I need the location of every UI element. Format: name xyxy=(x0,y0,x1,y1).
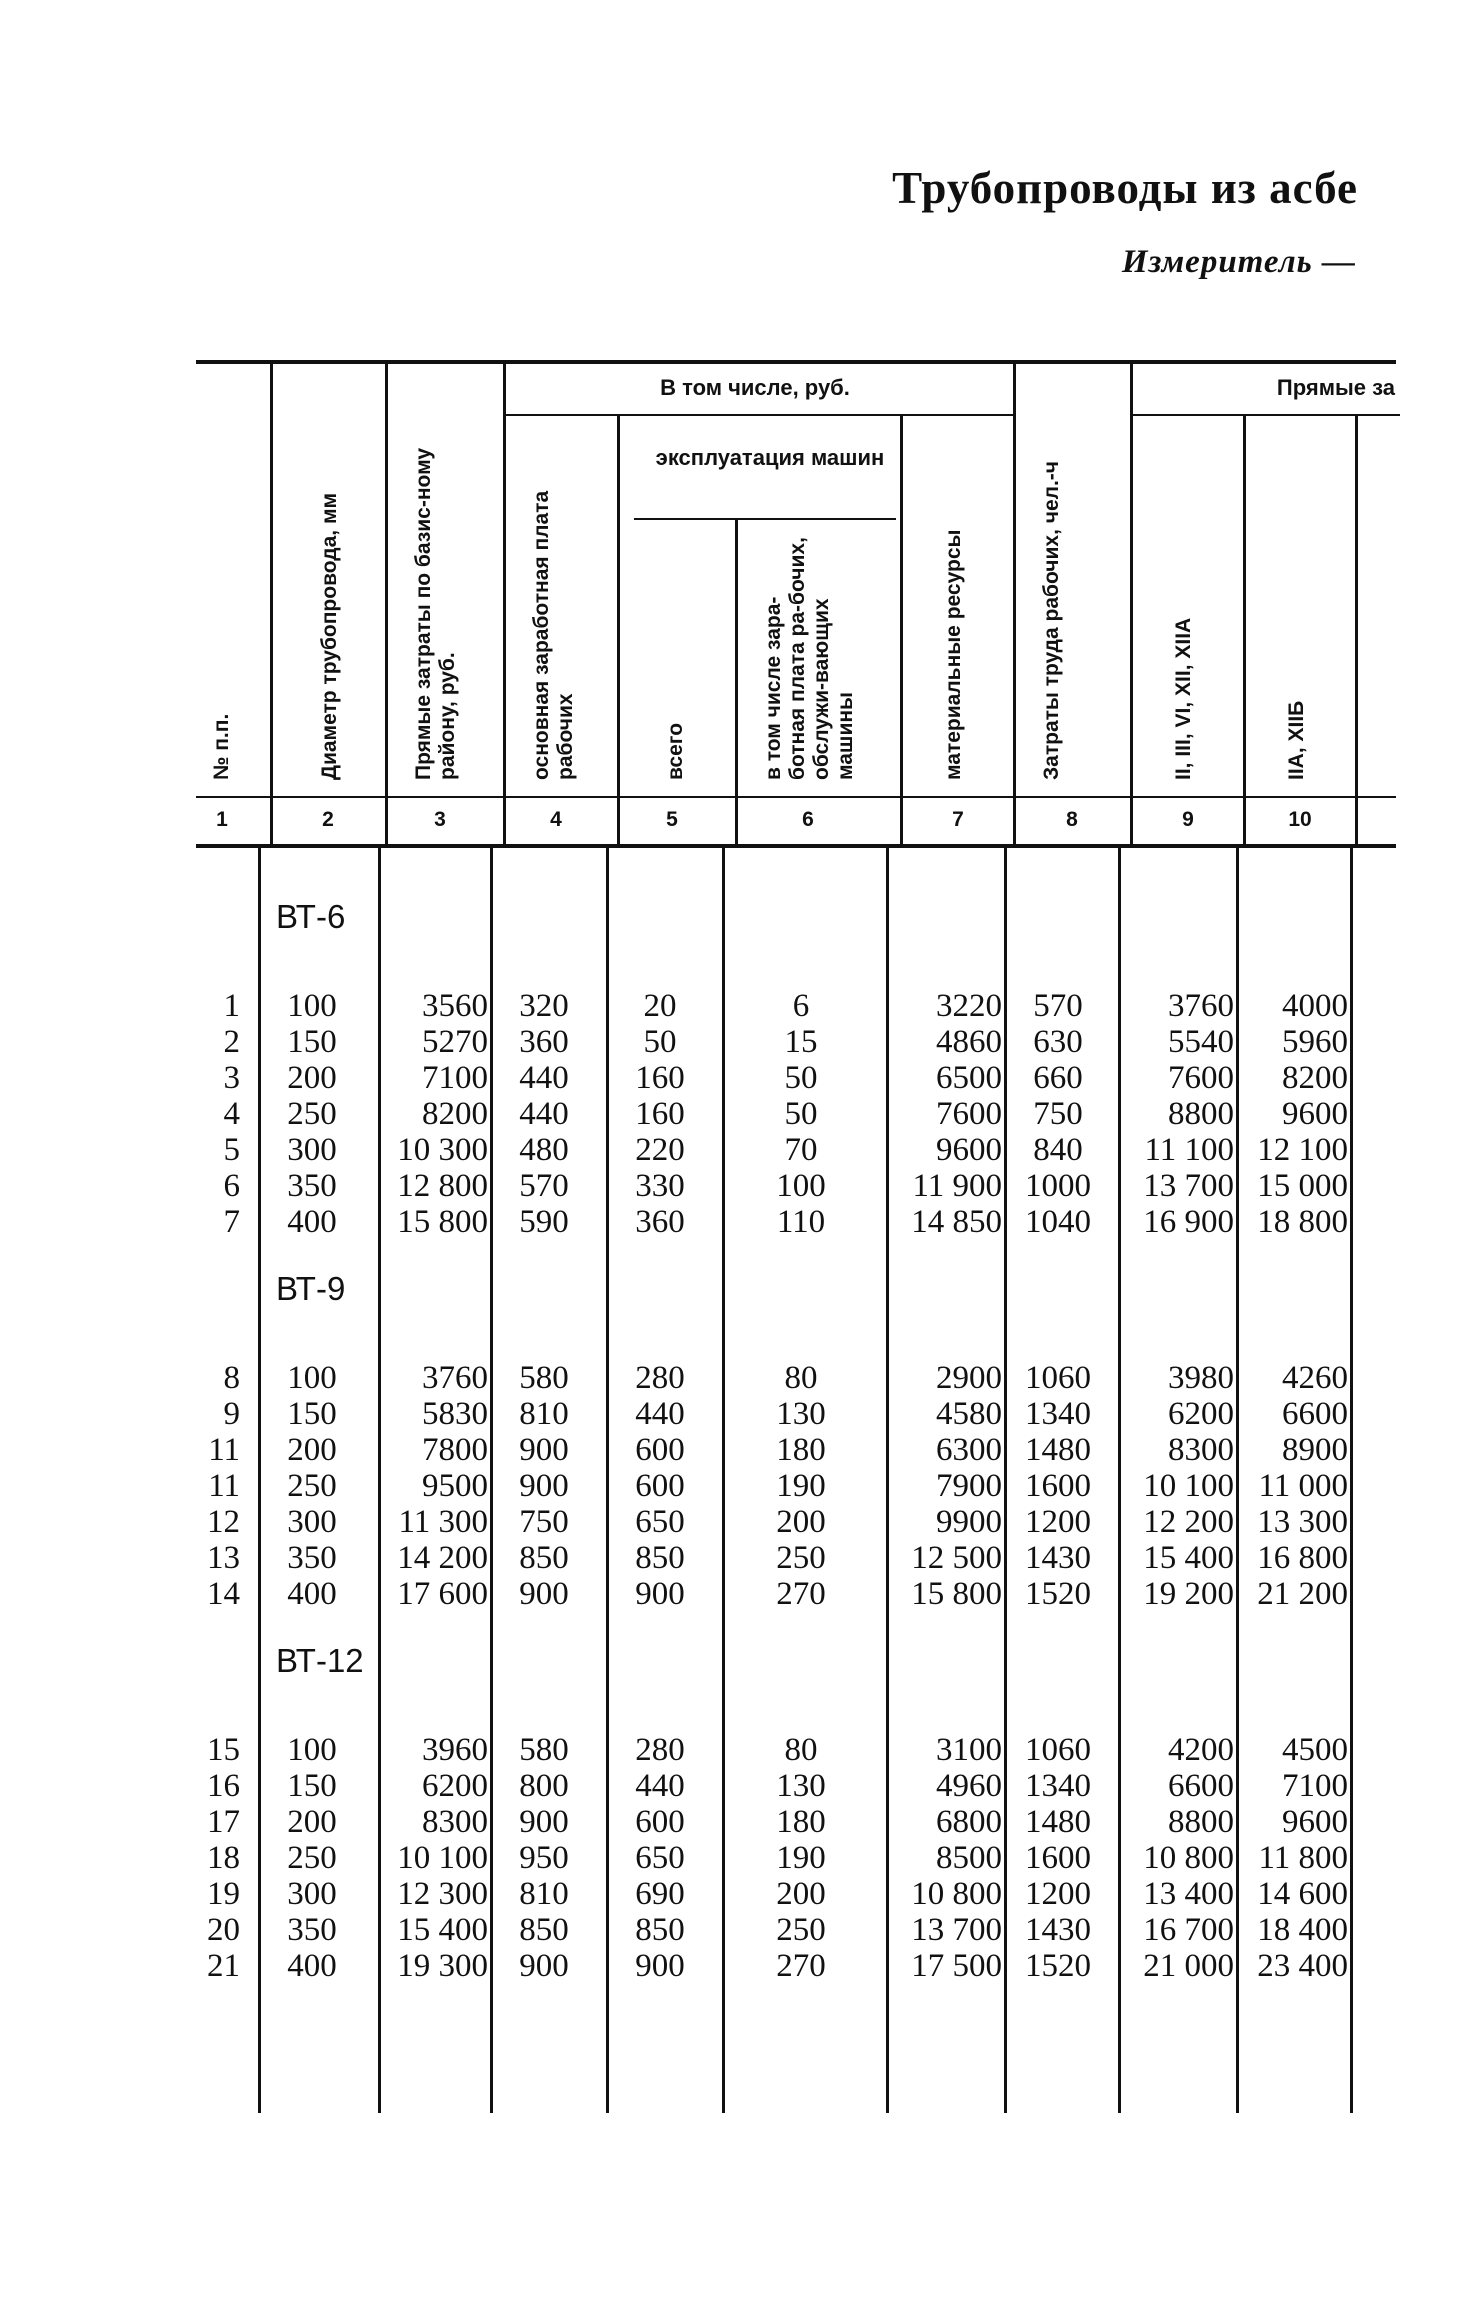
table-cell: 4960 xyxy=(936,1768,1002,1804)
table-cell: 650 xyxy=(635,1840,685,1876)
table-top-rule xyxy=(196,360,1396,364)
table-cell: 350 xyxy=(287,1912,337,1948)
table-cell: 15 800 xyxy=(397,1204,488,1240)
table-cell: 6800 xyxy=(936,1804,1002,1840)
row-number: 3 xyxy=(223,1060,240,1096)
row-number: 2 xyxy=(223,1024,240,1060)
table-cell: 400 xyxy=(287,1204,337,1240)
table-cell: 16 700 xyxy=(1143,1912,1234,1948)
table-cell: 7800 xyxy=(422,1432,488,1468)
header-vline xyxy=(900,416,903,848)
header-col-10: IIA, XIIБ xyxy=(1285,700,1308,780)
table-cell: 10 100 xyxy=(1143,1468,1234,1504)
table-cell: 750 xyxy=(519,1504,569,1540)
table-cell: 9600 xyxy=(936,1132,1002,1168)
row-number: 7 xyxy=(223,1204,240,1240)
table-cell: 840 xyxy=(1033,1132,1083,1168)
table-cell: 16 900 xyxy=(1143,1204,1234,1240)
table-cell: 660 xyxy=(1033,1060,1083,1096)
table-cell: 14 850 xyxy=(911,1204,1002,1240)
table-cell: 7100 xyxy=(422,1060,488,1096)
table-cell: 750 xyxy=(1033,1096,1083,1132)
table-cell: 150 xyxy=(287,1024,337,1060)
table-cell: 900 xyxy=(519,1804,569,1840)
table-cell: 15 800 xyxy=(911,1576,1002,1612)
table-cell: 23 400 xyxy=(1257,1948,1348,1984)
table-cell: 8800 xyxy=(1168,1096,1234,1132)
row-number: 8 xyxy=(223,1360,240,1396)
table-cell: 580 xyxy=(519,1360,569,1396)
table-cell: 570 xyxy=(1033,988,1083,1024)
table-cell: 300 xyxy=(287,1876,337,1912)
table-cell: 1200 xyxy=(1025,1504,1091,1540)
column-number: 6 xyxy=(802,808,814,831)
table-cell: 590 xyxy=(519,1204,569,1240)
page-title: Трубопроводы из асбе xyxy=(892,163,1358,213)
table-cell: 5270 xyxy=(422,1024,488,1060)
table-cell: 100 xyxy=(287,1360,337,1396)
table-cell: 600 xyxy=(635,1804,685,1840)
table-cell: 1430 xyxy=(1025,1540,1091,1576)
table-cell: 570 xyxy=(519,1168,569,1204)
group-label: ВТ-6 xyxy=(276,898,346,935)
table-cell: 12 300 xyxy=(397,1876,488,1912)
header-vline xyxy=(503,364,506,848)
table-cell: 12 500 xyxy=(911,1540,1002,1576)
table-cell: 21 000 xyxy=(1143,1948,1234,1984)
table-cell: 18 400 xyxy=(1257,1912,1348,1948)
table-cell: 70 xyxy=(784,1132,818,1168)
table-cell: 810 xyxy=(519,1396,569,1432)
body-vline xyxy=(1236,848,1239,2113)
header-col-3: Прямые затраты по базис-ному району, руб. xyxy=(412,447,459,780)
table-cell: 300 xyxy=(287,1132,337,1168)
column-number: 1 xyxy=(216,808,228,831)
table-cell: 3560 xyxy=(422,988,488,1024)
table-cell: 6 xyxy=(792,988,810,1024)
row-number: 13 xyxy=(207,1540,240,1576)
table-cell: 7600 xyxy=(936,1096,1002,1132)
table-cell: 50 xyxy=(643,1024,677,1060)
table-cell: 900 xyxy=(635,1948,685,1984)
row-number: 4 xyxy=(223,1096,240,1132)
table-cell: 1600 xyxy=(1025,1468,1091,1504)
table-cell: 6200 xyxy=(1168,1396,1234,1432)
table-cell: 360 xyxy=(519,1024,569,1060)
column-number: 2 xyxy=(322,808,334,831)
colnum-bottom-rule xyxy=(196,844,1396,848)
table-cell: 200 xyxy=(287,1432,337,1468)
table-cell: 280 xyxy=(635,1732,685,1768)
table-cell: 950 xyxy=(519,1840,569,1876)
table-cell: 80 xyxy=(784,1360,818,1396)
header-vline xyxy=(270,364,273,848)
column-number: 5 xyxy=(666,808,678,831)
table-cell: 1480 xyxy=(1025,1432,1091,1468)
table-cell: 1430 xyxy=(1025,1912,1091,1948)
table-cell: 17 500 xyxy=(911,1948,1002,1984)
table-cell: 6200 xyxy=(422,1768,488,1804)
table-cell: 4000 xyxy=(1282,988,1348,1024)
body-vline xyxy=(606,848,609,2113)
table-cell: 440 xyxy=(635,1396,685,1432)
header-vline xyxy=(1243,416,1246,848)
table-cell: 6600 xyxy=(1168,1768,1234,1804)
table-cell: 10 100 xyxy=(397,1840,488,1876)
row-number: 17 xyxy=(207,1804,240,1840)
table-cell: 19 200 xyxy=(1143,1576,1234,1612)
table-cell: 360 xyxy=(635,1204,685,1240)
table-cell: 400 xyxy=(287,1576,337,1612)
row-number: 16 xyxy=(207,1768,240,1804)
table-cell: 190 xyxy=(776,1468,826,1504)
table-cell: 1340 xyxy=(1025,1396,1091,1432)
table-cell: 20 xyxy=(643,988,677,1024)
table-cell: 100 xyxy=(287,988,337,1024)
table-cell: 10 800 xyxy=(911,1876,1002,1912)
table-cell: 4580 xyxy=(936,1396,1002,1432)
column-number: 3 xyxy=(434,808,446,831)
table-cell: 150 xyxy=(287,1768,337,1804)
table-cell: 15 xyxy=(784,1024,818,1060)
table-cell: 130 xyxy=(776,1396,826,1432)
table-cell: 900 xyxy=(519,1468,569,1504)
row-number: 21 xyxy=(207,1948,240,1984)
table-cell: 600 xyxy=(635,1432,685,1468)
table-cell: 200 xyxy=(776,1876,826,1912)
header-col-4: основная заработная плата рабочих xyxy=(530,490,577,780)
table-cell: 850 xyxy=(519,1540,569,1576)
table-cell: 1520 xyxy=(1025,1576,1091,1612)
header-vline xyxy=(1355,416,1358,848)
row-number: 15 xyxy=(207,1732,240,1768)
table-cell: 900 xyxy=(519,1948,569,1984)
table-cell: 13 700 xyxy=(911,1912,1002,1948)
table-cell: 1040 xyxy=(1025,1204,1091,1240)
table-cell: 13 300 xyxy=(1257,1504,1348,1540)
table-cell: 250 xyxy=(287,1468,337,1504)
table-cell: 11 900 xyxy=(912,1168,1002,1204)
table-cell: 14 200 xyxy=(397,1540,488,1576)
row-number: 19 xyxy=(207,1876,240,1912)
row-number: 18 xyxy=(207,1840,240,1876)
table-cell: 3760 xyxy=(422,1360,488,1396)
table-cell: 11 300 xyxy=(398,1504,488,1540)
table-cell: 200 xyxy=(287,1804,337,1840)
table-cell: 9600 xyxy=(1282,1804,1348,1840)
table-cell: 12 100 xyxy=(1257,1132,1348,1168)
row-number: 11 xyxy=(208,1432,240,1468)
table-cell: 200 xyxy=(776,1504,826,1540)
table-cell: 690 xyxy=(635,1876,685,1912)
table-cell: 5540 xyxy=(1168,1024,1234,1060)
table-cell: 15 400 xyxy=(1143,1540,1234,1576)
table-cell: 850 xyxy=(635,1912,685,1948)
table-cell: 350 xyxy=(287,1168,337,1204)
table-cell: 11 100 xyxy=(1144,1132,1234,1168)
table-cell: 900 xyxy=(635,1576,685,1612)
header-col-6: в том числе зара-ботная плата ра-бочих, обслужи-вающих машины xyxy=(762,537,857,780)
table-cell: 9500 xyxy=(422,1468,488,1504)
table-cell: 280 xyxy=(635,1360,685,1396)
table-cell: 10 800 xyxy=(1143,1840,1234,1876)
table-cell: 11 000 xyxy=(1258,1468,1348,1504)
table-cell: 3220 xyxy=(936,988,1002,1024)
table-cell: 250 xyxy=(287,1096,337,1132)
body-vline xyxy=(490,848,493,2113)
table-cell: 1000 xyxy=(1025,1168,1091,1204)
table-cell: 600 xyxy=(635,1468,685,1504)
table-cell: 150 xyxy=(287,1396,337,1432)
table-cell: 3980 xyxy=(1168,1360,1234,1396)
body-vline xyxy=(258,848,261,2113)
table-cell: 200 xyxy=(287,1060,337,1096)
header-col-8: Затраты труда рабочих, чел.-ч xyxy=(1040,461,1063,780)
table-cell: 9900 xyxy=(936,1504,1002,1540)
table-cell: 320 xyxy=(519,988,569,1024)
table-cell: 50 xyxy=(784,1096,818,1132)
table-cell: 80 xyxy=(784,1732,818,1768)
table-cell: 810 xyxy=(519,1876,569,1912)
table-cell: 8300 xyxy=(422,1804,488,1840)
table-cell: 850 xyxy=(635,1540,685,1576)
header-group-in-total: В том числе, руб. xyxy=(660,375,850,400)
table-cell: 8300 xyxy=(1168,1432,1234,1468)
table-cell: 9600 xyxy=(1282,1096,1348,1132)
table-cell: 6300 xyxy=(936,1432,1002,1468)
table-cell: 330 xyxy=(635,1168,685,1204)
column-number: 10 xyxy=(1288,808,1312,831)
table-cell: 5960 xyxy=(1282,1024,1348,1060)
header-vline xyxy=(617,416,620,848)
header-group-machines: эксплуатация машин xyxy=(655,445,885,470)
table-cell: 11 800 xyxy=(1258,1840,1348,1876)
table-cell: 12 200 xyxy=(1143,1504,1234,1540)
table-cell: 15 400 xyxy=(397,1912,488,1948)
row-number: 6 xyxy=(223,1168,240,1204)
body-vline xyxy=(1118,848,1121,2113)
table-cell: 13 400 xyxy=(1143,1876,1234,1912)
table-cell: 4860 xyxy=(936,1024,1002,1060)
table-cell: 440 xyxy=(519,1096,569,1132)
table-cell: 220 xyxy=(635,1132,685,1168)
table-cell: 8900 xyxy=(1282,1432,1348,1468)
table-cell: 7600 xyxy=(1168,1060,1234,1096)
table-cell: 160 xyxy=(635,1060,685,1096)
table-cell: 4500 xyxy=(1282,1732,1348,1768)
body-vline xyxy=(1004,848,1007,2113)
table-cell: 580 xyxy=(519,1732,569,1768)
table-cell: 1060 xyxy=(1025,1732,1091,1768)
column-number: 8 xyxy=(1066,808,1078,831)
table-cell: 21 200 xyxy=(1257,1576,1348,1612)
header-col-2: Диаметр трубопровода, мм xyxy=(318,492,341,780)
table-cell: 900 xyxy=(519,1432,569,1468)
table-cell: 160 xyxy=(635,1096,685,1132)
table-cell: 3760 xyxy=(1168,988,1234,1024)
table-cell: 6600 xyxy=(1282,1396,1348,1432)
table-cell: 8200 xyxy=(1282,1060,1348,1096)
header-vline xyxy=(1130,364,1133,848)
table-cell: 10 300 xyxy=(397,1132,488,1168)
group-top-rule xyxy=(503,414,1013,416)
table-cell: 850 xyxy=(519,1912,569,1948)
header-vline xyxy=(1013,364,1016,848)
table-cell: 440 xyxy=(635,1768,685,1804)
table-cell: 400 xyxy=(287,1948,337,1984)
group-label: ВТ-12 xyxy=(276,1642,364,1679)
row-number: 9 xyxy=(223,1396,240,1432)
table-cell: 18 800 xyxy=(1257,1204,1348,1240)
table-cell: 110 xyxy=(776,1204,826,1240)
table-cell: 3960 xyxy=(422,1732,488,1768)
header-group-direct-costs: Прямые за xyxy=(1276,375,1395,400)
table-cell: 250 xyxy=(287,1840,337,1876)
header-col-1: № п.п. xyxy=(210,713,233,780)
table-cell: 19 300 xyxy=(397,1948,488,1984)
column-number: 7 xyxy=(952,808,964,831)
header-vline xyxy=(385,364,388,848)
table-cell: 190 xyxy=(776,1840,826,1876)
table-cell: 250 xyxy=(776,1540,826,1576)
table-cell: 1480 xyxy=(1025,1804,1091,1840)
header-col-5: всего xyxy=(664,722,687,780)
table-cell: 250 xyxy=(776,1912,826,1948)
table-cell: 7100 xyxy=(1282,1768,1348,1804)
table-cell: 100 xyxy=(776,1168,826,1204)
table-cell: 8800 xyxy=(1168,1804,1234,1840)
body-vline xyxy=(1350,848,1353,2113)
table-cell: 1340 xyxy=(1025,1768,1091,1804)
row-number: 20 xyxy=(207,1912,240,1948)
table-cell: 800 xyxy=(519,1768,569,1804)
table-cell: 270 xyxy=(776,1576,826,1612)
header-col-7: материальные ресурсы xyxy=(942,529,965,780)
column-number: 4 xyxy=(550,808,562,831)
table-cell: 650 xyxy=(635,1504,685,1540)
table-cell: 6500 xyxy=(936,1060,1002,1096)
table-cell: 1200 xyxy=(1025,1876,1091,1912)
table-cell: 13 700 xyxy=(1143,1168,1234,1204)
header-vline xyxy=(735,520,738,848)
group-label: ВТ-9 xyxy=(276,1270,346,1307)
table-cell: 440 xyxy=(519,1060,569,1096)
row-number: 14 xyxy=(207,1576,240,1612)
body-vline xyxy=(886,848,889,2113)
table-cell: 1520 xyxy=(1025,1948,1091,1984)
table-cell: 16 800 xyxy=(1257,1540,1348,1576)
group-right-rule xyxy=(1130,414,1400,416)
row-number: 5 xyxy=(223,1132,240,1168)
table-cell: 630 xyxy=(1033,1024,1083,1060)
table-cell: 15 000 xyxy=(1257,1168,1348,1204)
table-cell: 300 xyxy=(287,1504,337,1540)
table-cell: 130 xyxy=(776,1768,826,1804)
table-cell: 8200 xyxy=(422,1096,488,1132)
table-cell: 180 xyxy=(776,1432,826,1468)
table-cell: 5830 xyxy=(422,1396,488,1432)
row-number: 11 xyxy=(208,1468,240,1504)
table-cell: 4200 xyxy=(1168,1732,1234,1768)
header-col-9: II, III, VI, XII, XIIA xyxy=(1172,617,1195,780)
table-cell: 17 600 xyxy=(397,1576,488,1612)
header-bottom-rule xyxy=(196,796,1396,798)
table-cell: 100 xyxy=(287,1732,337,1768)
machines-group-rule xyxy=(634,518,896,520)
table-cell: 3100 xyxy=(936,1732,1002,1768)
table-cell: 2900 xyxy=(936,1360,1002,1396)
table-cell: 270 xyxy=(776,1948,826,1984)
table-cell: 14 600 xyxy=(1257,1876,1348,1912)
table-cell: 350 xyxy=(287,1540,337,1576)
table-cell: 12 800 xyxy=(397,1168,488,1204)
table-cell: 1600 xyxy=(1025,1840,1091,1876)
table-cell: 180 xyxy=(776,1804,826,1840)
row-number: 1 xyxy=(223,988,240,1024)
column-number: 9 xyxy=(1182,808,1194,831)
body-vline xyxy=(722,848,725,2113)
table-cell: 4260 xyxy=(1282,1360,1348,1396)
table-cell: 7900 xyxy=(936,1468,1002,1504)
table-cell: 480 xyxy=(519,1132,569,1168)
body-vline xyxy=(378,848,381,2113)
table-cell: 900 xyxy=(519,1576,569,1612)
table-cell: 1060 xyxy=(1025,1360,1091,1396)
table-cell: 50 xyxy=(784,1060,818,1096)
table-cell: 8500 xyxy=(936,1840,1002,1876)
row-number: 12 xyxy=(207,1504,240,1540)
unit-of-measure: Измеритель — xyxy=(1121,244,1356,280)
